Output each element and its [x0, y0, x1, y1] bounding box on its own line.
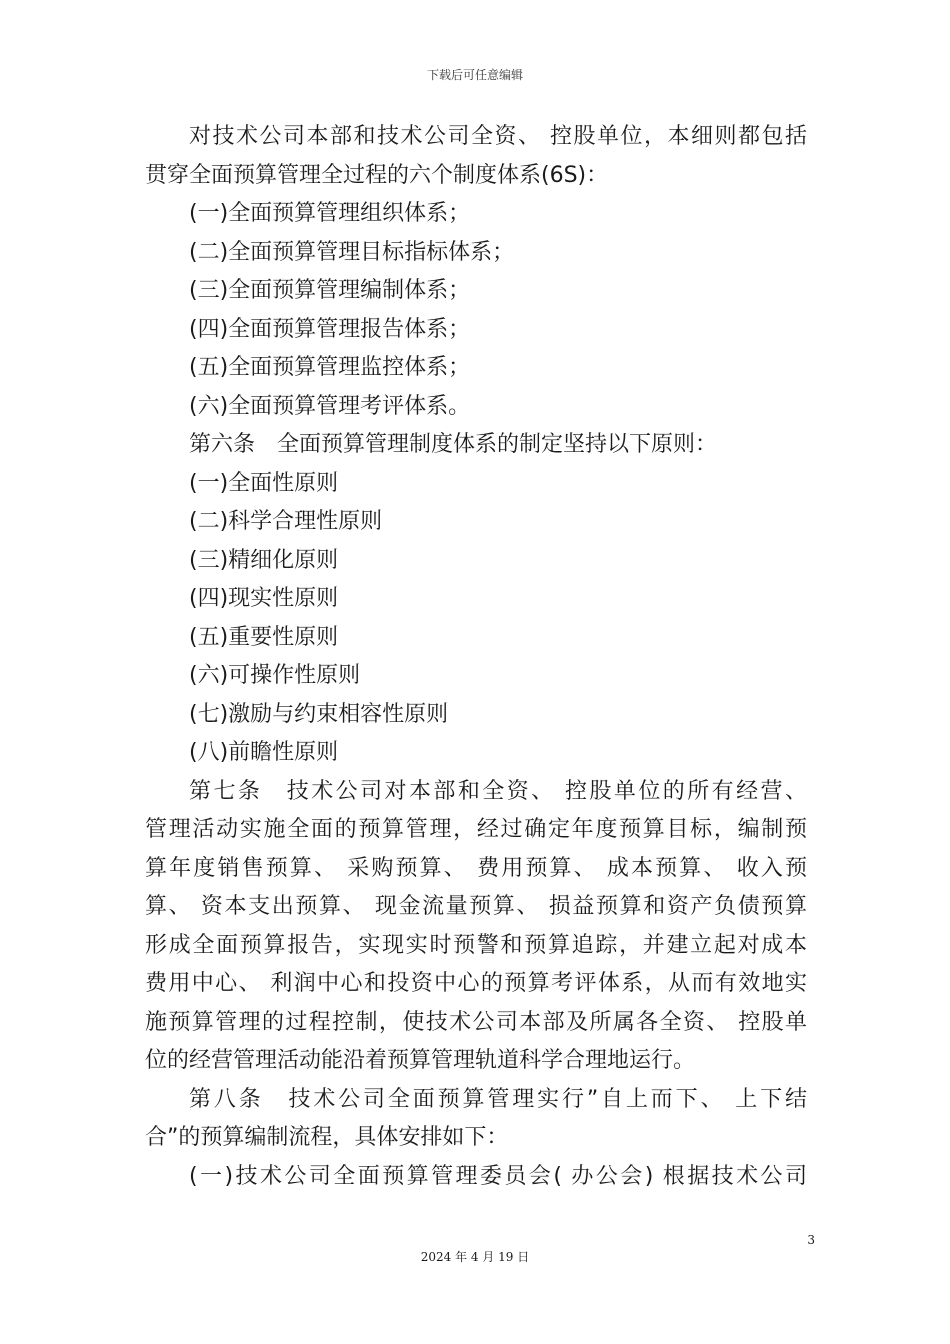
- text-line: 算年度销售预算、 采购预算、 费用预算、 成本预算、 收入预: [145, 855, 807, 881]
- text-line: (五)全面预算管理监控体系；: [189, 355, 471, 380]
- text-line: 对技术公司本部和技术公司全资、 控股单位，本细则都包括: [189, 124, 807, 149]
- text-line: (六)可操作性原则: [189, 663, 361, 688]
- text-line: (七)激励与约束相容性原则: [189, 701, 449, 727]
- text-line: 形成全面预算报告，实现实时预警和预算追踪，并建立起对成本: [145, 932, 807, 958]
- page-footer-date: 2024 年 4 月 19 日: [420, 1250, 530, 1264]
- text-line: 第七条 技术公司对本部和全资、 控股单位的所有经营、: [189, 778, 807, 804]
- text-line: (四)全面预算管理报告体系；: [189, 316, 471, 342]
- text-line: (一)全面预算管理组织体系；: [189, 201, 471, 226]
- text-line: 算、 资本支出预算、 现金流量预算、 损益预算和资产负债预算: [145, 894, 807, 919]
- text-line: 费用中心、 利润中心和投资中心的预算考评体系，从而有效地实: [145, 971, 807, 996]
- text-line: 贯穿全面预算管理全过程的六个制度体系(6S)：: [145, 162, 609, 188]
- text-line: 施预算管理的过程控制，使技术公司本部及所属各全资、 控股单: [145, 1009, 807, 1035]
- text-line: (二)全面预算管理目标指标体系；: [189, 239, 515, 265]
- text-line: 管理活动实施全面的预算管理，经过确定年度预算目标，编制预: [145, 817, 807, 842]
- document-body: [145, 118, 807, 1196]
- text-line: (五)重要性原则: [189, 624, 339, 650]
- text-line: (三)全面预算管理编制体系；: [189, 278, 471, 303]
- page-number: 3: [807, 1233, 815, 1247]
- text-line: 位的经营管理活动能沿着预算管理轨道科学合理地运行。: [145, 1048, 696, 1073]
- text-line: (八)前瞻性原则: [189, 740, 339, 765]
- text-line: (一)全面性原则: [189, 470, 339, 496]
- text-line: (三)精细化原则: [189, 547, 339, 573]
- text-line: (四)现实性原则: [189, 586, 339, 611]
- text-line: (二)科学合理性原则: [189, 509, 383, 534]
- text-line: 第八条 技术公司全面预算管理实行”自上而下、 上下结: [189, 1086, 807, 1112]
- text-line: (一)技术公司全面预算管理委员会( 办公会) 根据技术公司: [189, 1163, 807, 1189]
- text-line: 第六条 全面预算管理制度体系的制定坚持以下原则：: [189, 432, 718, 457]
- page-header: 下载后可任意编辑: [426, 68, 523, 82]
- text-line: (六)全面预算管理考评体系。: [189, 393, 471, 419]
- text-line: 合”的预算编制流程，具体安排如下：: [145, 1125, 509, 1150]
